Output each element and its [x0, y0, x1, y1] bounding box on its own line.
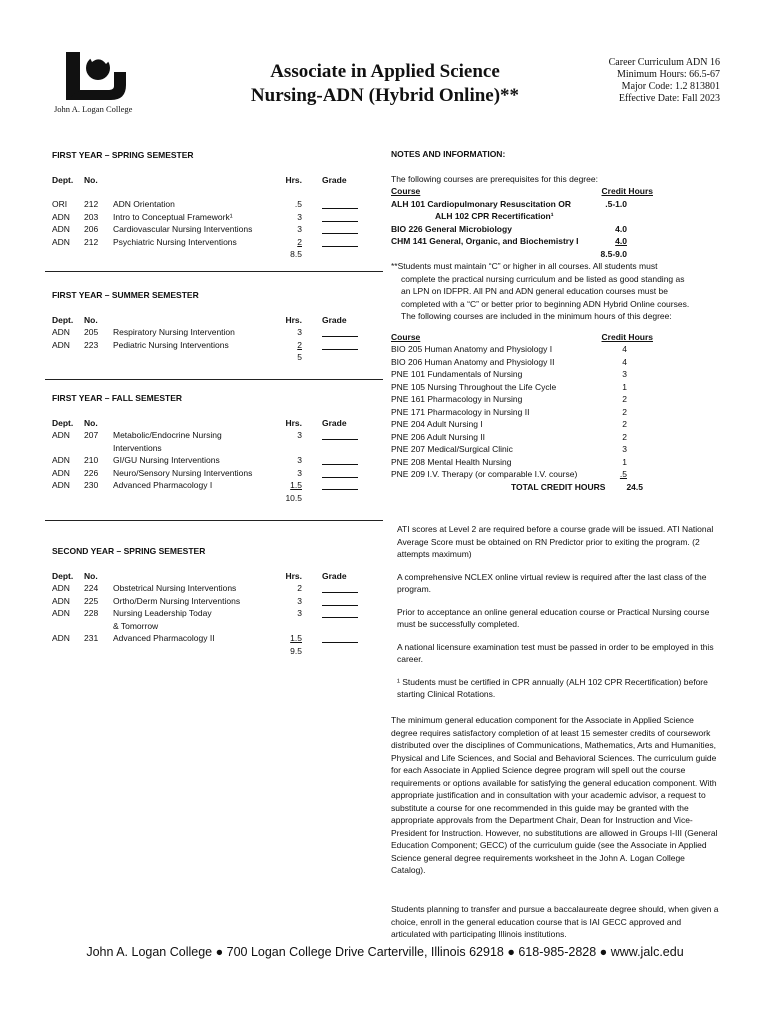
course-list-item: [391, 235, 691, 248]
course-row: [0, 468, 380, 480]
title-line1: Associate in Applied Science: [270, 61, 500, 82]
course-list-item: [391, 356, 691, 369]
grade-blank[interactable]: [322, 340, 358, 350]
grade-blank[interactable]: [322, 212, 358, 222]
included-course-label: Course: [391, 331, 421, 342]
course-hours: 3: [297, 211, 302, 222]
course-hours: 1.5: [290, 480, 302, 490]
course-list-item: [391, 368, 691, 381]
column-header-no: No.: [84, 571, 98, 581]
course-row: [0, 327, 380, 339]
course-list-hours: 3: [622, 444, 627, 454]
note-ati: ATI scores at Level 2 are required before a course grade will be issued. ATI National Average Score must be obtained on RN Predictor prior to exiting the program. (2 attempts maximum): [397, 524, 714, 559]
grade-blank[interactable]: [322, 224, 358, 234]
course-list-name: PNE 101 Fundamentals of Nursing: [391, 369, 523, 379]
course-hours: .5: [294, 199, 302, 209]
semester-title: FIRST YEAR – SPRING SEMESTER: [52, 150, 194, 160]
course-number: 230: [84, 480, 99, 490]
semester-total: 9.5: [290, 645, 302, 656]
course-row: [0, 480, 380, 492]
course-list-hours: 4.0: [615, 236, 627, 246]
course-hours: 2: [297, 339, 302, 350]
course-number: 207: [84, 430, 99, 440]
course-list-name: PNE 171 Pharmacology in Nursing II: [391, 406, 530, 417]
course-list-hours: .5-1.0: [605, 198, 627, 209]
course-dept: ADN: [52, 430, 70, 440]
course-title: Metabolic/Endocrine Nursing: [113, 430, 222, 440]
grade-blank[interactable]: [322, 596, 358, 606]
course-list-item: [391, 343, 691, 356]
prereq-course-label: Course: [391, 186, 421, 196]
prereq-total: 8.5-9.0: [600, 248, 627, 259]
course-list-hours: 4.0: [615, 223, 627, 234]
course-list-item: [391, 381, 691, 394]
course-dept: ADN: [52, 236, 70, 247]
grade-blank[interactable]: [322, 633, 358, 643]
transfer-paragraph: Students planning to transfer and pursue a baccalaureate degree should, when given a choice, enroll in the general education course that is IAI GECC approved and articulated with participating Illinois institutions.: [391, 904, 719, 939]
course-hours: 3: [297, 327, 302, 337]
semester-total: 5: [297, 352, 302, 362]
course-dept: ADN: [52, 339, 70, 350]
column-header-grade: Grade: [322, 315, 347, 325]
course-row: [0, 608, 380, 620]
course-title: Obstetrical Nursing Interventions: [113, 583, 237, 593]
included-list: [391, 343, 691, 481]
course-title: Cardiovascular Nursing Interventions: [113, 224, 253, 234]
course-list-item: [391, 431, 691, 444]
course-dept: ADN: [52, 480, 70, 490]
course-number: 206: [84, 224, 99, 234]
course-row: [0, 237, 380, 249]
course-list-item: [391, 468, 691, 481]
course-title-cont: & Tomorrow: [113, 620, 159, 631]
course-list-hours: 1: [622, 456, 627, 467]
grade-blank[interactable]: [322, 480, 358, 490]
course-dept: ADN: [52, 608, 70, 618]
meta-career: Career Curriculum ADN 16: [608, 57, 720, 68]
prereq-credit-label: Credit Hours: [601, 186, 653, 196]
course-hours: 3: [297, 467, 302, 478]
course-dept: ADN: [52, 467, 70, 478]
star-note: **Students must maintain “C” or higher in all courses. All students must complete the practical nursing curriculum and be listed as good standing as an LPN on IDFPR. All PN and ADN general education courses must be completed with a “C” or better prior to beginning ADN Hybrid Online courses. The following courses are included in the minimum hours of this degree:: [391, 261, 690, 321]
column-header-grade: Grade: [322, 571, 347, 581]
course-hours: 2: [297, 583, 302, 593]
course-row: [0, 583, 380, 595]
course-list-item: [391, 418, 691, 431]
column-header-hrs: Hrs.: [285, 571, 302, 581]
course-title: Advanced Pharmacology II: [113, 633, 215, 643]
course-list-hours: 4: [622, 356, 627, 367]
course-hours: 3: [297, 224, 302, 234]
column-header-grade: Grade: [322, 175, 347, 185]
course-list-item: [391, 198, 691, 211]
course-number: 226: [84, 467, 99, 478]
course-list-hours: 1: [622, 381, 627, 392]
course-hours: 2: [297, 236, 302, 247]
grade-blank[interactable]: [322, 199, 358, 209]
section-divider: [45, 379, 383, 380]
course-number: 228: [84, 608, 99, 618]
grade-blank[interactable]: [322, 468, 358, 478]
note-prior-acceptance: Prior to acceptance an online general education course or Practical Nursing course must be successfully completed.: [397, 606, 710, 629]
grade-blank[interactable]: [322, 327, 358, 337]
course-list-name: BIO 206 Human Anatomy and Physiology II: [391, 356, 555, 367]
course-row: [0, 224, 380, 236]
notes-paragraphs: [391, 523, 719, 701]
course-hours: 3: [297, 430, 302, 440]
course-list-item: [391, 210, 691, 223]
course-list-item: [391, 223, 691, 236]
course-list-item: [391, 406, 691, 419]
course-title: Intro to Conceptual Framework¹: [113, 211, 233, 222]
course-title: Ortho/Derm Nursing Interventions: [113, 595, 241, 606]
course-dept: ADN: [52, 455, 70, 465]
course-list-name: PNE 208 Mental Health Nursing: [391, 456, 512, 467]
course-number: 210: [84, 455, 99, 465]
course-dept: ADN: [52, 224, 70, 234]
course-list-hours: .5: [619, 469, 627, 479]
course-title: Pediatric Nursing Interventions: [113, 339, 229, 350]
grade-blank[interactable]: [322, 455, 358, 465]
prereq-list: [391, 198, 691, 248]
column-header-dept: Dept.: [52, 571, 74, 581]
column-header-grade: Grade: [322, 418, 347, 428]
notes-heading: NOTES AND INFORMATION:: [391, 149, 506, 159]
meta-major-code: Major Code: 1.2 813801: [621, 81, 720, 92]
column-header-dept: Dept.: [52, 315, 74, 325]
column-header-no: No.: [84, 418, 98, 428]
grade-blank[interactable]: [322, 430, 358, 440]
semester-title: FIRST YEAR – SUMMER SEMESTER: [52, 290, 199, 300]
course-list-name: ALH 102 CPR Recertification¹: [435, 211, 554, 221]
prereq-intro: The following courses are prerequisites for this degree:: [391, 173, 598, 184]
curriculum-meta: [609, 57, 720, 105]
course-list-name: PNE 204 Adult Nursing I: [391, 419, 483, 429]
gen-ed-paragraph: The minimum general education component for the Associate in Applied Science degree requires satisfactory completion of at least 15 semester credits of coursework distributed over the disciplines of Communications, Mathematics, Arts and Humanities, Physical and Life Sciences, and Social and Behavioral Sciences. The curriculum guide for each Associate in Applied Science degree program will spell out the course requirements or options available for satisfying the general education component. With appropriate justification and in consultation with your academic advisor, a request to substitute a course for one recommended in this guide may be granted with the appropriate approvals from the Department Chair, Dean for Instruction and Vice-President for Instruction. However, no substitutions are allowed in Groups I-III (General Education Component; GECC) of the curriculum guide (see the Associate in Applied Science general degree requirements worksheet in the John A. Logan College Catalog).: [391, 715, 718, 875]
course-row: [0, 340, 380, 352]
course-list-item: [391, 393, 691, 406]
course-number: 223: [84, 339, 99, 350]
section-divider: [45, 271, 383, 272]
course-hours: 1.5: [290, 633, 302, 643]
course-number: 224: [84, 583, 99, 593]
course-list-hours: 2: [622, 406, 627, 417]
semester-total: 8.5: [290, 249, 302, 259]
total-value: 24.5: [626, 481, 643, 492]
course-title: GI/GU Nursing Interventions: [113, 455, 220, 465]
course-list-name: PNE 209 I.V. Therapy (or comparable I.V. course): [391, 469, 578, 479]
college-caption: John A. Logan College: [54, 104, 133, 114]
course-hours: 3: [297, 595, 302, 606]
column-header-dept: Dept.: [52, 175, 74, 185]
course-list-name: ALH 101 Cardiopulmonary Resuscitation OR: [391, 198, 571, 209]
course-number: 212: [84, 199, 99, 209]
column-header-hrs: Hrs.: [285, 418, 302, 428]
course-row: [0, 596, 380, 608]
course-list-name: BIO 226 General Microbiology: [391, 223, 512, 234]
column-header-no: No.: [84, 175, 98, 185]
course-number: 225: [84, 595, 99, 606]
course-dept: ADN: [52, 633, 70, 643]
course-row: [0, 455, 380, 467]
course-list-name: BIO 205 Human Anatomy and Physiology I: [391, 344, 553, 354]
semester-title: SECOND YEAR – SPRING SEMESTER: [52, 546, 206, 556]
meta-hours: Minimum Hours: 66.5-67: [616, 69, 720, 80]
course-list-name: PNE 206 Adult Nursing II: [391, 431, 486, 442]
course-list-hours: 3: [622, 369, 627, 379]
course-title: ADN Orientation: [113, 199, 175, 209]
page-footer: John A. Logan College ● 700 Logan College Drive Carterville, Illinois 62918 ● 618-985-2828 ● www.jalc.edu: [86, 945, 684, 959]
course-title: Psychiatric Nursing Interventions: [113, 236, 237, 247]
grade-blank[interactable]: [322, 237, 358, 247]
course-list-name: PNE 207 Medical/Surgical Clinic: [391, 444, 513, 454]
course-title-cont: Interventions: [113, 442, 162, 453]
course-row: [0, 212, 380, 224]
course-dept: ADN: [52, 595, 70, 606]
course-dept: ADN: [52, 583, 70, 593]
course-list-item: [391, 443, 691, 456]
course-number: 212: [84, 236, 99, 247]
course-dept: ORI: [52, 199, 68, 209]
course-title: Neuro/Sensory Nursing Interventions: [113, 467, 253, 478]
course-row: [0, 430, 380, 442]
column-header-no: No.: [84, 315, 98, 325]
course-dept: ADN: [52, 327, 70, 337]
course-number: 231: [84, 633, 99, 643]
course-title: Nursing Leadership Today: [113, 608, 212, 618]
course-list-hours: 2: [622, 419, 627, 429]
total-label: TOTAL CREDIT HOURS: [511, 481, 606, 492]
course-hours: 3: [297, 455, 302, 465]
semester-title: FIRST YEAR – FALL SEMESTER: [52, 393, 183, 403]
note-nclex: A comprehensive NCLEX online virtual review is required after the last class of the program.: [397, 571, 707, 594]
course-title: Respiratory Nursing Intervention: [113, 327, 235, 337]
grade-blank[interactable]: [322, 583, 358, 593]
course-number: 203: [84, 211, 99, 222]
column-header-hrs: Hrs.: [285, 315, 302, 325]
course-list-hours: 4: [622, 344, 627, 354]
course-list-item: [391, 456, 691, 469]
notes-section: [391, 148, 691, 493]
column-header-hrs: Hrs.: [285, 175, 302, 185]
course-list-hours: 2: [622, 431, 627, 442]
course-list-hours: 2: [622, 394, 627, 404]
course-row: [0, 199, 380, 211]
course-dept: ADN: [52, 211, 70, 222]
course-number: 205: [84, 327, 99, 337]
note-licensure: A national licensure examination test must be passed in order to be employed in this career.: [397, 641, 714, 664]
included-credit-label: Credit Hours: [601, 331, 653, 342]
title-line2: Nursing-ADN (Hybrid Online)**: [250, 85, 520, 106]
grade-blank[interactable]: [322, 608, 358, 618]
course-list-name: CHM 141 General, Organic, and Biochemistry I: [391, 236, 579, 246]
course-hours: 3: [297, 608, 302, 618]
course-row: [0, 633, 380, 645]
column-header-dept: Dept.: [52, 418, 74, 428]
note-cpr: ¹ Students must be certified in CPR annually (ALH 102 CPR Recertification) before starting Clinical Rotations.: [397, 676, 708, 699]
course-list-name: PNE 161 Pharmacology in Nursing: [391, 394, 523, 404]
page-title: [235, 60, 535, 108]
semester-total: 10.5: [285, 492, 302, 503]
meta-effective-date: Effective Date: Fall 2023: [618, 93, 720, 104]
course-title: Advanced Pharmacology I: [113, 480, 213, 490]
section-divider: [45, 520, 383, 521]
course-list-name: PNE 105 Nursing Throughout the Life Cycle: [391, 381, 557, 392]
